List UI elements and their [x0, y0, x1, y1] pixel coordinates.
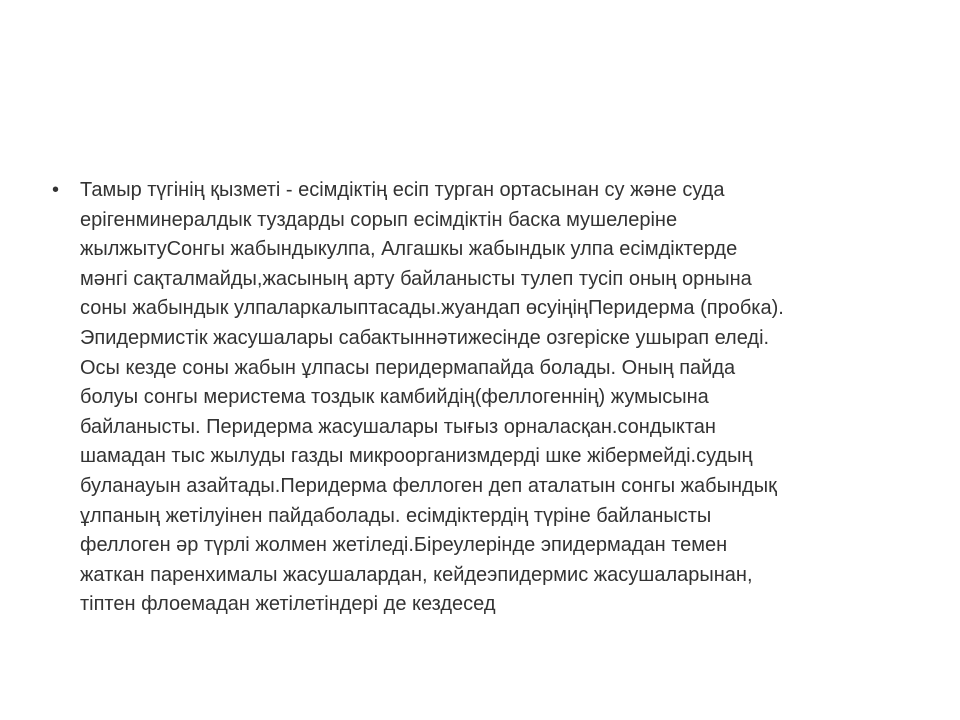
text-line: жаткан паренхималы жасушалардан, кейдеэпидермис жасушаларынан, — [80, 563, 753, 586]
text-line: соны жабындык улпаларкалыптасады.жуандап өсуіңіңПеридерма (пробка). — [80, 297, 784, 320]
text-line: шамадан тыс жылуды газды микроорганизмдерді шке жібермейді.судың — [80, 445, 753, 468]
bullet-point: • — [52, 179, 60, 201]
text-line: феллоген әр түрлі жолмен жетіледі.Біреулерінде эпидермадан темен — [80, 534, 728, 557]
text-line: Тамыр түгінің қызметі - есімдіктің есіп турган ортасынан су және суда — [80, 179, 725, 201]
text-line: байланысты. Перидерма жасушалары тығыз орналасқан.сондыктан — [80, 415, 716, 438]
text-line: буланауын азайтады.Перидерма феллоген деп аталатын сонгы жабындық — [80, 474, 777, 497]
text-line: Эпидермистік жасушалары сабактыннәтижесінде озгеріске ушырап еледі. — [80, 326, 770, 349]
paragraph-text — [80, 176, 784, 620]
text-line: Осы кезде соны жабын ұлпасы перидермапайда болады. Оның пайда — [80, 356, 736, 379]
text-line: мәнгі сақталмайды,жасының арту байланысты тулеп тусіп оның орнына — [80, 267, 752, 290]
slide-body — [52, 176, 912, 620]
text-line: тіптен флоемадан жетілетіндері де кездесед — [80, 593, 496, 616]
text-line: ерігенминералдык туздарды сорып есімдіктін баска мушелеріне — [80, 208, 678, 231]
text-line: ұлпаның жетілуінен пайдаболады. есімдіктердің түріне байланысты — [80, 504, 712, 527]
text-line: болуы сонгы меристема тоздык камбийдің(феллогеннің) жумысына — [80, 386, 709, 409]
text-line: жылжытуСонгы жабындыкулпа, Алгашкы жабындык улпа есімдіктерде — [80, 238, 738, 261]
bullet-item — [52, 176, 912, 620]
